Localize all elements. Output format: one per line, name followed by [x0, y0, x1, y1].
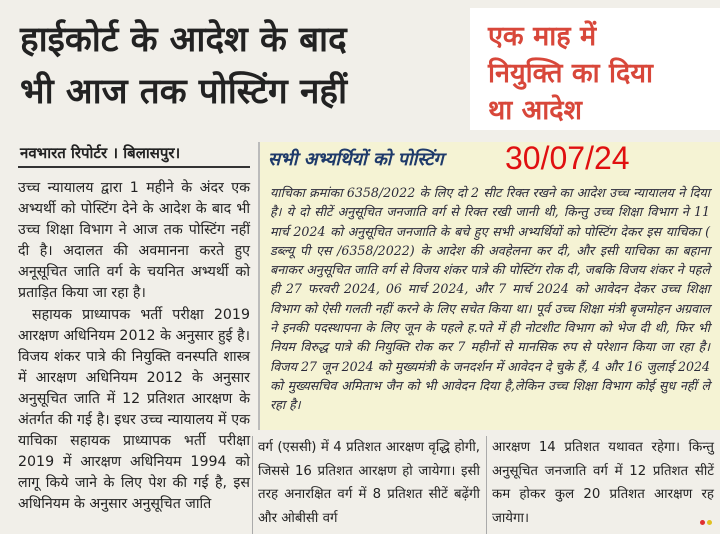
red-dot	[700, 520, 705, 525]
bottom-column-2: वर्ग (एससी) में 4 प्रतिशत आरक्षण वृद्धि होगी, जिससे 16 प्रतिशत आरक्षण हो जायेगा। इसी तरह अनारक्षित वर्ग में 8 प्रतिशत सीटें बढ़ेंगी और ओबीसी वर्ग	[258, 440, 480, 526]
headline-line-1: हाईकोर्ट के आदेश के बाद	[20, 19, 347, 60]
box-title: सभी अभ्यर्थियों को पोस्टिंग	[268, 149, 444, 170]
print-registration-dots	[700, 510, 714, 529]
kicker-line-2: नियुक्ति का दिया	[488, 58, 654, 89]
kicker-line-3: था आदेश	[488, 95, 582, 126]
kicker	[488, 18, 716, 129]
left-para-2: सहायक प्राध्यापक भर्ती परीक्षा 2019 आरक्षण अधिनियम 2012 के अनुसार हुई है। विजय शंकर पात्रे की नियुक्ति वनस्पति शास्त्र में आरक्षण अधिनियम 2012 के अनुसार अनुसूचित जाति में 12 प्रतिशत आरक्षण के अंतर्गत की गई है। इधर उच्च न्यायालय में एक याचिका सहायक प्राध्यापक भर्ती परीक्षा 2019 में आरक्षण अधिनियम 1994 को लागू किये जाने के लिए पेश की गई है, इस अधिनियम के अनुसार अनुसूचित जाति	[18, 306, 250, 513]
left-para-1: उच्च न्यायालय द्वारा 1 महीने के अंदर एक अभ्यर्थी को पोस्टिंग देने के आदेश के बाद भी उच्च शिक्षा विभाग ने आज तक पोस्टिंग नहीं दी है। अदालत की अवमानना करते हुए अनूसूचित जाति वर्ग के चयनित अभ्यर्थी को प्रताड़ित किया जा रहा है।	[18, 180, 250, 302]
kicker-line-1: एक माह में	[488, 21, 597, 52]
yellow-dot	[707, 520, 712, 525]
box-text: याचिका क्रमांका 6358/2022 के लिए दो 2 सीट रिक्त रखने का आदेश उच्च न्यायालय ने दिया है। ये दो सीटें अनुसूचित जनजाति वर्ग से रिक्त रखी जानी थी, किन्तु उच्च शिक्षा विभाग ने 11 मार्च 2024 को अनुसूचित जनजाति के बचे हुए सभी अभ्यर्थियों को पोस्टिंग देकर इस याचिका ( डब्ल्यू पी एस /6358/2022) के आदेश की अवहेलना कर दी, और इसी याचिका का बहाना बनाकर अनुसूचित जाति वर्ग से विजय शंकर पात्रे की पोस्टिंग रोक दी, जबकि विजय शंकर ने पहले ही 27 फरवरी 2024, 06 मार्च 2024, और 7 मार्च 2024 को आवेदन देकर उच्च शिक्षा विभाग को ऐसी गलती नहीं करने के लिए सचेत किया था। पूर्व उच्च शिक्षा मंत्री बृजमोहन अग्रवाल ने इनकी पदस्थापना के लिए जून के पहले ह.पते में ही नोटशीट विभाग को भेज दी थी, फिर भी नियम विरुद्ध पात्रे की नियुक्ति रोक कर 7 महीनों से मानसिक रुप से परेशान किया जा रहा है।विजय 27 जून 2024 को मुख्यमंत्री के जनदर्शन में आवेदन दे चुके हैं, 4 और 16 जुलाई 2024 को मुख्यसचिव अमिताभ जैन को भी आवेदन दिया है,लेकिन उच्च शिक्षा विभाग कोई सुध नहीं ले रहा है।	[270, 185, 710, 413]
bottom-column-3: आरक्षण 14 प्रतिशत यथावत रहेगा। किन्तु अनुसूचित जनजाति वर्ग में 12 प्रतिशत सीटें कम होकर कुल 20 प्रतिशत आरक्षण रह जायेगा।	[492, 440, 714, 526]
left-column	[18, 178, 250, 516]
byline-rule	[18, 166, 250, 168]
headline	[20, 14, 465, 118]
headline-line-2: भी आज तक पोस्टिंग नहीं	[20, 71, 348, 112]
column-separator	[486, 436, 487, 534]
column-separator	[252, 436, 253, 534]
byline: नवभारत रिपोर्टर । बिलासपुर।	[20, 144, 181, 162]
date-stamp: 30/07/24	[505, 140, 630, 176]
